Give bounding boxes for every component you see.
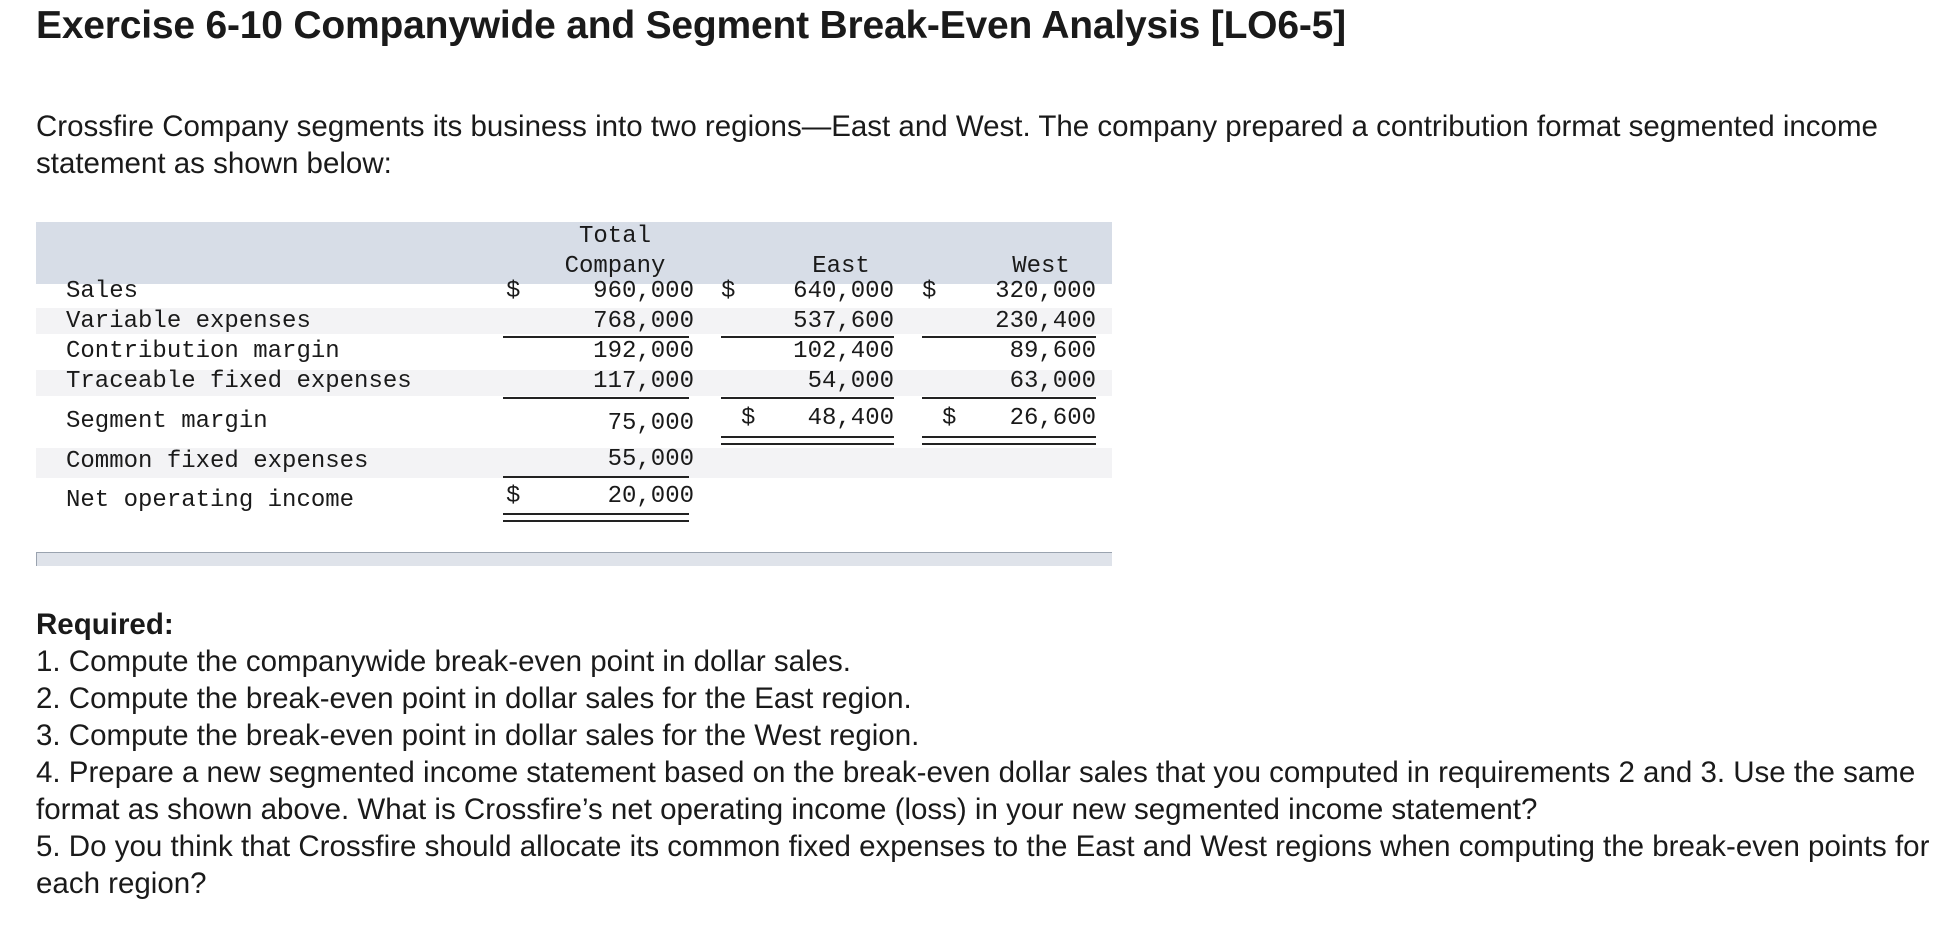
traceable-fixed-west: 63,000 — [1009, 368, 1096, 395]
underline — [503, 397, 689, 399]
sales-total: 960,000 — [593, 278, 694, 305]
row-label-segment-margin: Segment margin — [66, 408, 268, 435]
requirement-2: 2. Compute the break-even point in dollar sales for the East region. — [36, 682, 912, 715]
dollar-sign: $ — [506, 483, 521, 510]
row-label-contribution-margin: Contribution margin — [66, 338, 340, 365]
requirement-5: 5. Do you think that Crossfire should allocate its common fixed expenses to the East and West regions when computing the break-even points for each region? — [36, 830, 1930, 900]
table-footer-band — [36, 552, 1112, 566]
header-total-line1: Total — [578, 223, 651, 250]
requirement-1: 1. Compute the companywide break-even point in dollar sales. — [36, 645, 851, 678]
row-label-net-operating-income: Net operating income — [66, 487, 355, 514]
requirement-4: 4. Prepare a new segmented income statement based on the break-even dollar sales that you computed in requirements 2 and 3. Use the same format as shown above. What is Crossfire’s net operating income (loss) in your new segmented income statement? — [36, 756, 1916, 826]
contribution-margin-total: 192,000 — [593, 338, 694, 365]
requirement-3: 3. Compute the break-even point in dollar sales for the West region. — [36, 719, 920, 752]
segment-margin-total: 75,000 — [607, 410, 694, 437]
variable-expenses-total: 768,000 — [593, 308, 694, 335]
segmented-income-statement — [36, 222, 1112, 566]
sales-west: 320,000 — [995, 278, 1096, 305]
variable-expenses-west: 230,400 — [995, 308, 1096, 335]
required-heading: Required: — [36, 608, 174, 641]
contribution-margin-east: 102,400 — [793, 338, 894, 365]
dollar-sign: $ — [721, 278, 736, 305]
double-underline — [503, 513, 689, 522]
row-label-common-fixed-expenses: Common fixed expenses — [66, 448, 369, 475]
double-underline — [922, 436, 1096, 445]
variable-expenses-east: 537,600 — [793, 308, 894, 335]
double-underline — [721, 436, 894, 445]
underline — [503, 476, 689, 478]
header-west: West — [1012, 253, 1070, 280]
dollar-sign: $ — [942, 405, 957, 432]
net-operating-income-total: 20,000 — [607, 483, 694, 510]
row-label-variable-expenses: Variable expenses — [66, 308, 311, 335]
required-section — [36, 606, 1936, 902]
underline — [721, 397, 894, 399]
underline — [922, 397, 1096, 399]
header-total-line2: Company — [564, 253, 666, 280]
dollar-sign: $ — [741, 405, 756, 432]
dollar-sign: $ — [922, 278, 937, 305]
dollar-sign: $ — [506, 278, 521, 305]
exercise-title: Exercise 6-10 Companywide and Segment Break-Even Analysis [LO6-5] — [36, 4, 1346, 47]
common-fixed-total: 55,000 — [607, 446, 694, 473]
sales-east: 640,000 — [793, 278, 894, 305]
traceable-fixed-east: 54,000 — [807, 368, 894, 395]
intro-paragraph: Crossfire Company segments its business into two regions—East and West. The company prepared a contribution format segmented income statement as shown below: — [36, 110, 1878, 180]
row-label-sales: Sales — [66, 278, 139, 305]
contribution-margin-west: 89,600 — [1009, 338, 1096, 365]
segment-margin-west: 26,600 — [1009, 405, 1096, 432]
header-east: East — [812, 253, 870, 280]
traceable-fixed-total: 117,000 — [593, 368, 694, 395]
segment-margin-east: 48,400 — [807, 405, 894, 432]
row-label-traceable-fixed-expenses: Traceable fixed expenses — [66, 368, 412, 395]
